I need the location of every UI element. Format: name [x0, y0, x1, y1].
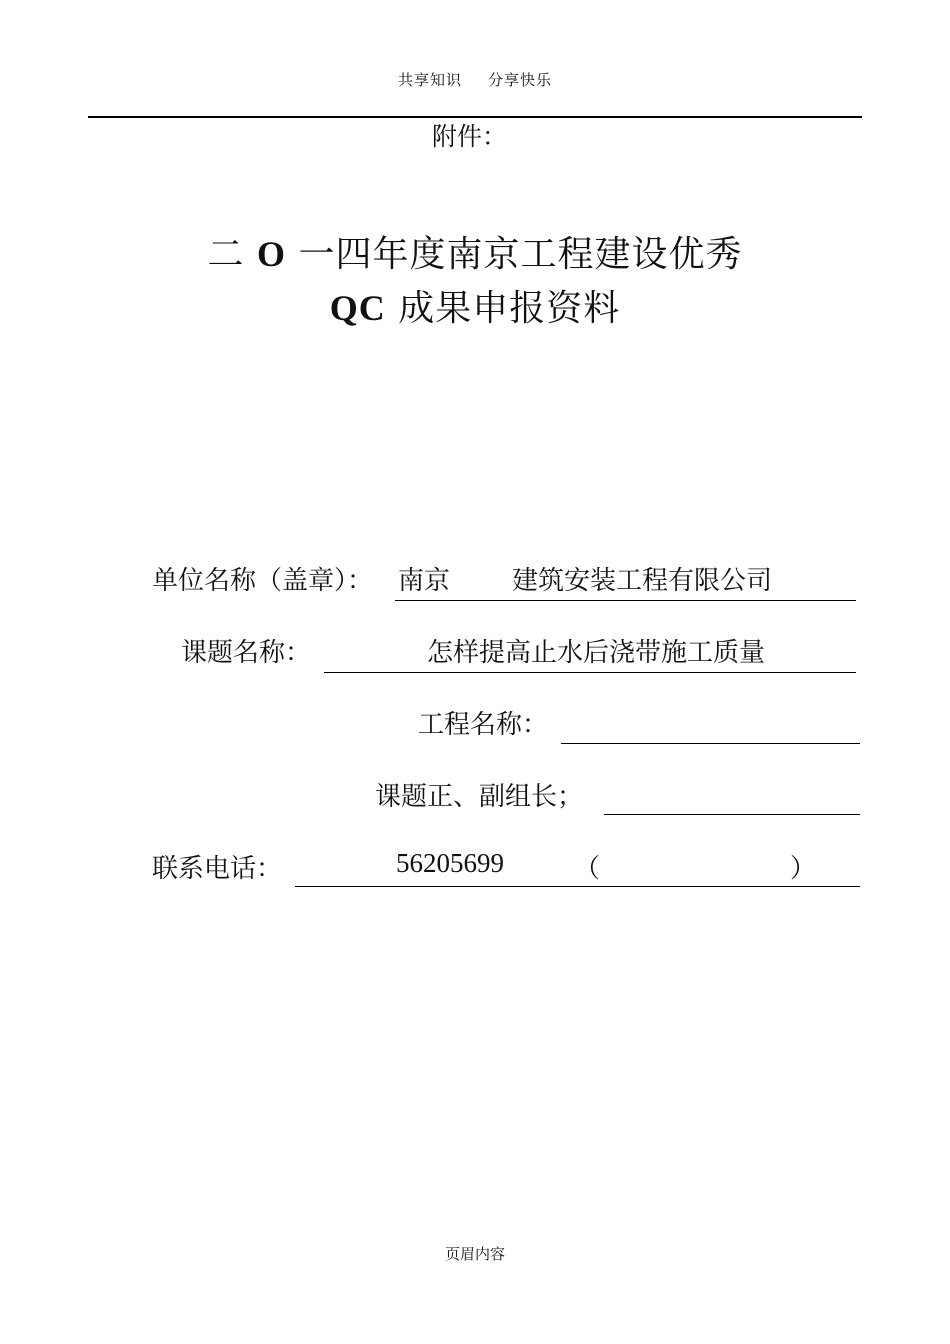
phone-label: 联系电话：: [152, 854, 283, 884]
topic-name-label: 课题名称：: [181, 638, 312, 668]
phone-paren-close: ）: [790, 854, 817, 884]
attachment-label: 附件：: [432, 122, 508, 151]
title-line1-o: O: [256, 234, 286, 274]
phone-value: 56205699: [396, 848, 504, 878]
page-header: [0, 69, 950, 90]
title-line1-rest: 一四年度南京工程建设优秀: [298, 234, 743, 275]
document-title-line2: [0, 280, 950, 331]
document-title-line1: [0, 226, 950, 277]
topic-name-underline: [324, 672, 856, 673]
unit-name-value-part2: 建筑安装工程有限公司: [512, 566, 773, 596]
unit-name-value-part1: 南京: [398, 566, 451, 596]
leaders-underline: [604, 814, 860, 815]
header-left-text: 共享知识: [397, 71, 462, 89]
topic-name-value: 怎样提高止水后浇带施工质量: [427, 638, 766, 668]
page-footer: 页眉内容: [444, 1245, 505, 1263]
title-line2-qc: QC: [329, 288, 386, 328]
phone-underline: [295, 886, 860, 887]
title-line2-rest: 成果申报资料: [398, 288, 621, 329]
project-name-label: 工程名称：: [418, 710, 549, 740]
title-line1-prefix: 二: [207, 234, 245, 275]
header-right-text: 分享快乐: [488, 71, 553, 89]
unit-name-underline: [395, 600, 856, 601]
leaders-label: 课题正、副组长；: [375, 782, 584, 812]
project-name-underline: [561, 743, 860, 744]
unit-name-label: 单位名称（盖章）：: [152, 566, 374, 596]
phone-paren-open: （: [574, 854, 601, 884]
